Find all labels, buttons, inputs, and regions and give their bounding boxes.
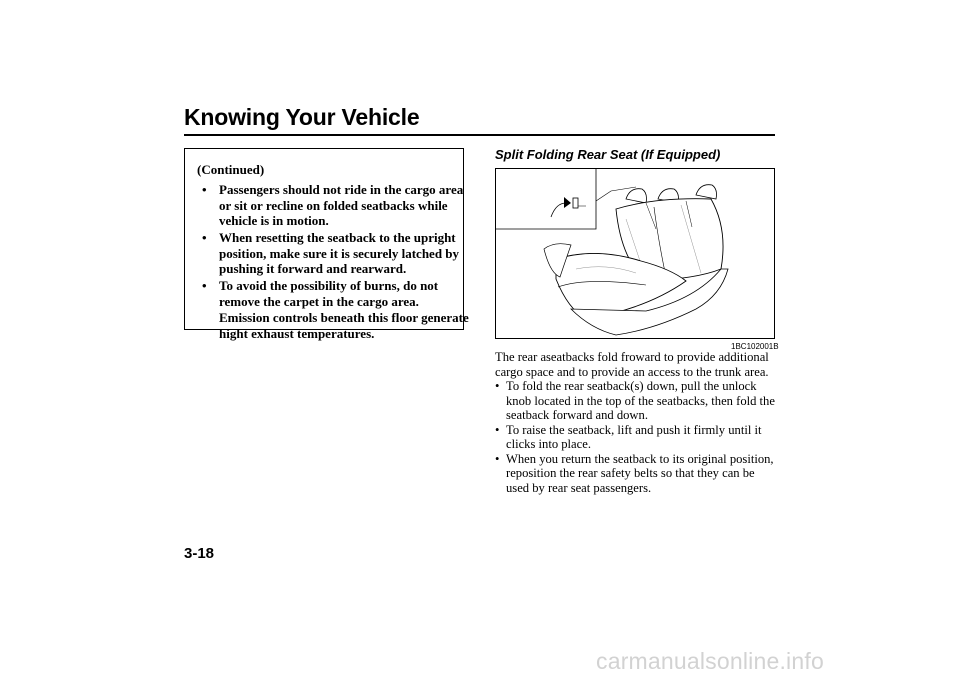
bullet: • bbox=[202, 278, 207, 293]
section-heading: Split Folding Rear Seat (If Equipped) bbox=[495, 147, 721, 162]
bullet: • bbox=[495, 379, 500, 393]
warning-item-text: Passengers should not ride in the cargo area or sit or recline on folded seatbacks while vehicle is in motion. bbox=[219, 182, 464, 228]
bullet: • bbox=[202, 182, 207, 197]
page-header-title: Knowing Your Vehicle bbox=[184, 104, 420, 130]
warning-item-text: To avoid the possibility of burns, do not remove the carpet in the cargo area. bbox=[219, 278, 439, 309]
section-intro: The rear aseatbacks fold froward to provide additional cargo space and to provide an access to the trunk area. bbox=[495, 350, 769, 379]
rear-seat-drawing bbox=[496, 169, 775, 339]
section-body bbox=[495, 350, 777, 495]
unlock-knob-icon bbox=[551, 197, 586, 217]
instruction-text: To raise the seatback, lift and push it firmly until it clicks into place. bbox=[506, 422, 762, 451]
warning-extra-text: Emission controls beneath this floor generate hight exhaust temperatures. bbox=[219, 310, 469, 341]
bullet: • bbox=[202, 230, 207, 245]
instruction-text: To fold the rear seatback(s) down, pull the unlock knob located in the top of the seatbacks, then fold the seatback forward and down. bbox=[506, 379, 775, 422]
warning-box bbox=[184, 148, 469, 341]
instruction-item bbox=[495, 423, 777, 452]
warning-item-text: When resetting the seatback to the upright position, make sure it is securely latched by pushing it forward and rearward. bbox=[219, 230, 460, 276]
warning-continued-label: (Continued) bbox=[197, 162, 265, 177]
header-divider bbox=[184, 134, 775, 136]
rear-seat-illustration bbox=[495, 168, 775, 339]
instruction-item bbox=[495, 452, 777, 496]
bullet: • bbox=[495, 422, 500, 437]
watermark-text: carmanualsonline.info bbox=[596, 648, 824, 674]
figure-code: 1BC102001B bbox=[731, 342, 779, 351]
instruction-item bbox=[495, 379, 777, 423]
page-number: 3-18 bbox=[184, 545, 215, 562]
instruction-text: When you return the seatback to its original position, reposition the rear safety belts so that they can be used by rear seat passengers. bbox=[506, 451, 774, 495]
bullet: • bbox=[495, 451, 500, 466]
